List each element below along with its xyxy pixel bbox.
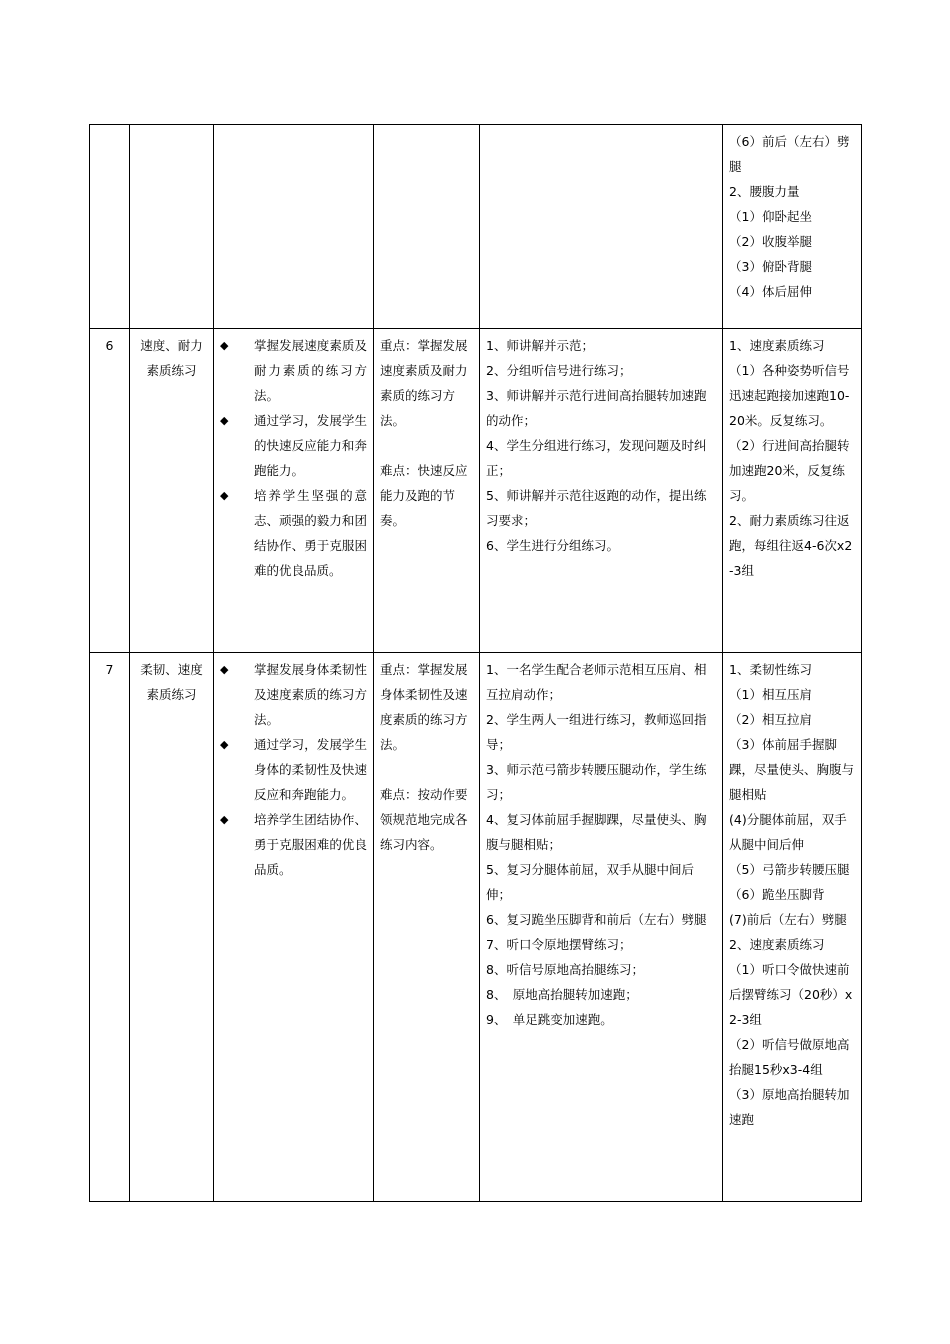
lesson-goals-cell xyxy=(214,329,374,653)
content-line: 2、腰腹力量 xyxy=(729,184,800,199)
process-step: 6、复习跪坐压脚背和前后（左右）劈腿 xyxy=(486,912,707,927)
keypoint-difficulty: 难点：按动作要领规范地完成各练习内容。 xyxy=(380,787,468,852)
content-line: 2、耐力素质练习往返跑，每组往返4-6次x2-3组 xyxy=(729,513,853,578)
lesson-process-cell xyxy=(480,329,723,653)
lesson-content-cell xyxy=(723,329,862,653)
content-line: （2）听信号做原地高抬腿15秒x3-4组 xyxy=(729,1037,850,1077)
process-step: 5、复习分腿体前屈，双手从腿中间后伸； xyxy=(486,862,694,902)
content-line: （6）前后（左右）劈腿 xyxy=(729,134,850,174)
diamond-bullet-icon: ◆ xyxy=(220,489,229,502)
lesson-keypoints-cell xyxy=(374,329,480,653)
goal-item: ◆ 培养学生团结协作、勇于克服困难的优良品质。 xyxy=(220,807,367,882)
content-line: （1）各种姿势听信号迅速起跑接加速跑10-20米。反复练习。 xyxy=(729,363,850,428)
process-step: 3、师讲解并示范行进间高抬腿转加速跑的动作； xyxy=(486,388,707,428)
process-step: 5、师讲解并示范往返跑的动作，提出练习要求； xyxy=(486,488,707,528)
lesson-plan-table xyxy=(89,124,862,1202)
diamond-bullet-icon: ◆ xyxy=(220,339,229,352)
content-line: （5）弓箭步转腰压腿 xyxy=(729,862,850,877)
goal-item: ◆ 培养学生坚强的意志、顽强的毅力和团结协作、勇于克服困难的优良品质。 xyxy=(220,483,367,583)
process-step: 6、学生进行分组练习。 xyxy=(486,538,619,553)
content-line: （1）仰卧起坐 xyxy=(729,209,812,224)
content-line: （4）体后屈伸 xyxy=(729,284,812,299)
goal-item: ◆ 掌握发展速度素质及耐力素质的练习方法。 xyxy=(220,333,367,408)
lesson-content-cell xyxy=(723,125,862,329)
content-line: （1）相互压肩 xyxy=(729,687,812,702)
content-line: （3）俯卧背腿 xyxy=(729,259,812,274)
process-step: 3、师示范弓箭步转腰压腿动作，学生练习； xyxy=(486,762,707,802)
table-row xyxy=(90,653,862,1202)
goal-item: ◆ 掌握发展身体柔韧性及速度素质的练习方法。 xyxy=(220,657,367,732)
lesson-content-cell xyxy=(723,653,862,1202)
lesson-number: 7 xyxy=(90,653,130,1202)
content-line: (7)前后（左右）劈腿 xyxy=(729,912,847,927)
diamond-bullet-icon: ◆ xyxy=(220,663,229,676)
process-step: 4、复习体前屈手握脚踝，尽量使头、胸腹与腿相贴； xyxy=(486,812,707,852)
process-step: 1、师讲解并示范； xyxy=(486,338,594,353)
table-row xyxy=(90,125,862,329)
lesson-topic: 柔韧、速度素质练习 xyxy=(130,653,214,1202)
lesson-topic: 速度、耐力素质练习 xyxy=(130,329,214,653)
content-line: 1、速度素质练习 xyxy=(729,338,825,353)
process-step: 8、听信号原地高抬腿练习； xyxy=(486,962,644,977)
diamond-bullet-icon: ◆ xyxy=(220,738,229,751)
lesson-process-cell xyxy=(480,125,723,329)
lesson-number-cell xyxy=(90,125,130,329)
lesson-number: 6 xyxy=(90,329,130,653)
lesson-process-cell xyxy=(480,653,723,1202)
content-line: （2）行进间高抬腿转加速跑20米，反复练习。 xyxy=(729,438,850,503)
process-step: 1、一名学生配合老师示范相互压肩、相互拉肩动作； xyxy=(486,662,707,702)
lesson-keypoints-cell xyxy=(374,125,480,329)
process-step: 2、学生两人一组进行练习，教师巡回指导； xyxy=(486,712,707,752)
diamond-bullet-icon: ◆ xyxy=(220,414,229,427)
content-line: 2、速度素质练习 xyxy=(729,937,825,952)
process-step: 9、 单足跳变加速跑。 xyxy=(486,1012,613,1027)
table-row xyxy=(90,329,862,653)
content-line: （3）体前屈手握脚踝，尽量使头、胸腹与腿相贴 xyxy=(729,737,855,802)
content-line: （2）收腹举腿 xyxy=(729,234,812,249)
content-line: (4)分腿体前屈，双手从腿中间后伸 xyxy=(729,812,847,852)
keypoint-focus: 重点：掌握发展速度素质及耐力素质的练习方法。 xyxy=(380,338,468,428)
content-line: （1）听口令做快速前后摆臂练习（20秒）x2-3组 xyxy=(729,962,853,1027)
process-step: 8、 原地高抬腿转加速跑； xyxy=(486,987,638,1002)
process-step: 4、学生分组进行练习，发现问题及时纠正； xyxy=(486,438,707,478)
content-line: （3）原地高抬腿转加速跑 xyxy=(729,1087,850,1127)
keypoint-difficulty: 难点：快速反应能力及跑的节奏。 xyxy=(380,463,468,528)
diamond-bullet-icon: ◆ xyxy=(220,813,229,826)
process-step: 2、分组听信号进行练习； xyxy=(486,363,632,378)
lesson-goals-cell xyxy=(214,125,374,329)
lesson-goals-cell xyxy=(214,653,374,1202)
process-step: 7、听口令原地摆臂练习； xyxy=(486,937,632,952)
goal-item: ◆ 通过学习，发展学生的快速反应能力和奔跑能力。 xyxy=(220,408,367,483)
lesson-keypoints-cell xyxy=(374,653,480,1202)
content-line: 1、柔韧性练习 xyxy=(729,662,812,677)
keypoint-focus: 重点：掌握发展身体柔韧性及速度素质的练习方法。 xyxy=(380,662,468,752)
lesson-topic-cell xyxy=(130,125,214,329)
content-line: （2）相互拉肩 xyxy=(729,712,812,727)
content-line: （6）跪坐压脚背 xyxy=(729,887,825,902)
goal-item: ◆ 通过学习，发展学生身体的柔韧性及快速反应和奔跑能力。 xyxy=(220,732,367,807)
